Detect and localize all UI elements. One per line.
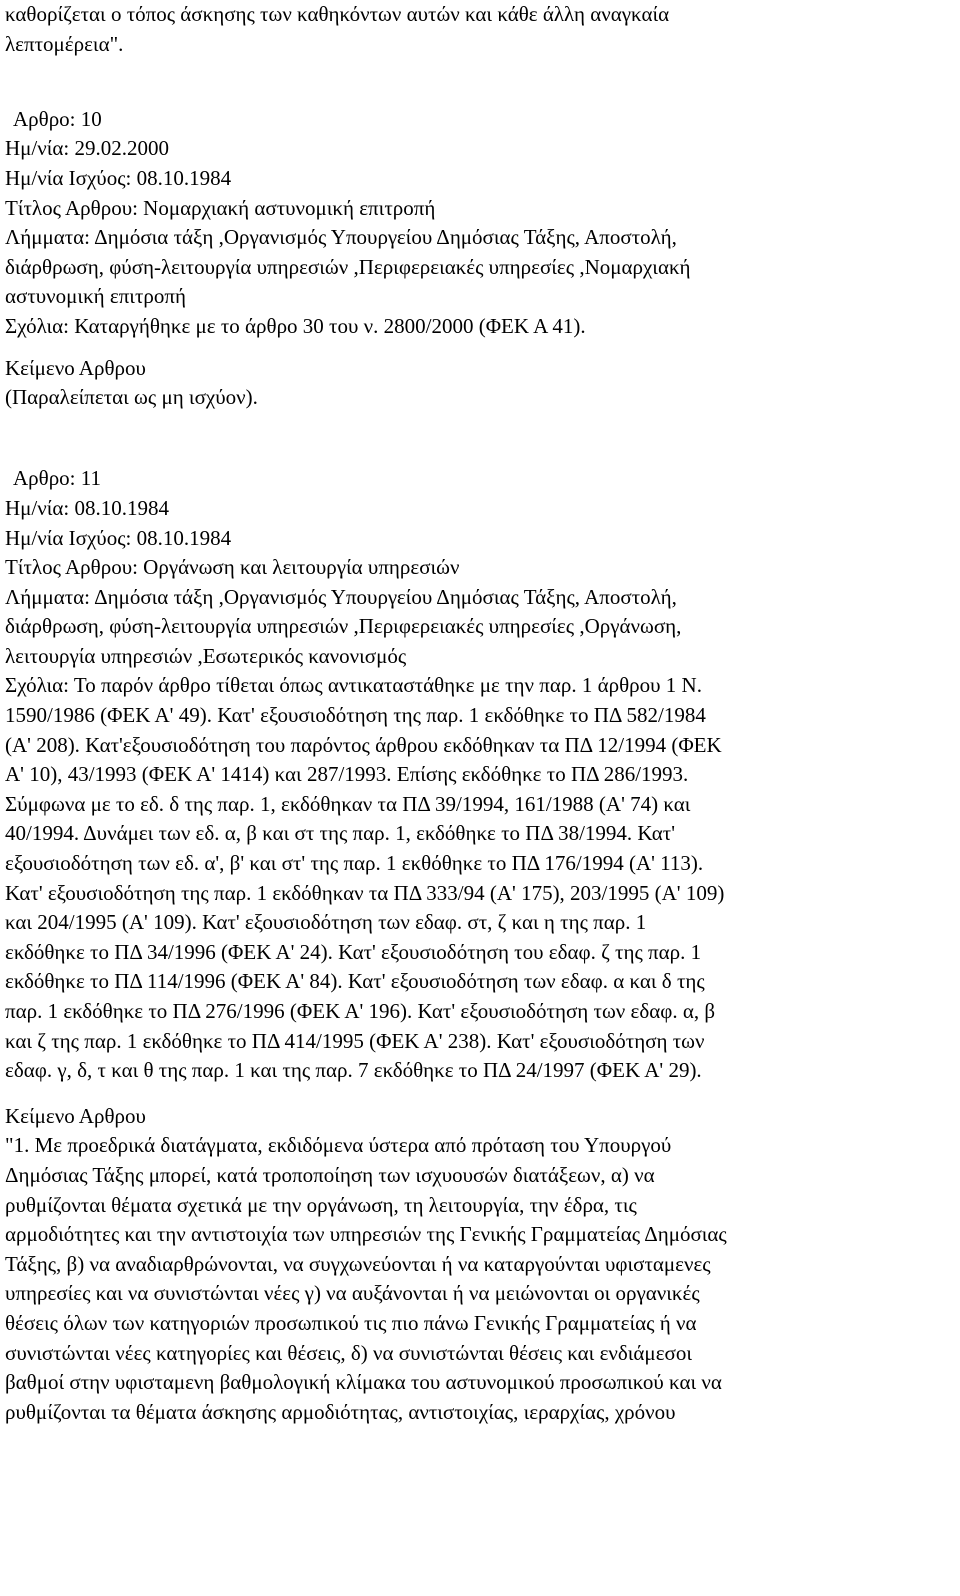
article-text-line: βαθμοί στην υφισταμενη βαθμολογική κλίμακα του αστυνομικού προσωπικού και να xyxy=(5,1370,722,1395)
article-text-line: (Παραλείπεται ως μη ισχύον). xyxy=(5,385,258,410)
spacer xyxy=(5,413,945,443)
article-keywords-line: λειτουργία υπηρεσιών ,Εσωτερικός κανονισμός xyxy=(5,643,407,668)
article-keywords-line: διάρθρωση, φύση-λειτουργία υπηρεσιών ,Περιφερειακές υπηρεσίες ,Νομαρχιακή xyxy=(5,254,691,279)
article-comments-line: εκδόθηκε το ΠΔ 114/1996 (ΦΕΚ Α' 84). Κατ' εξουσιοδότηση των εδαφ. α και δ της xyxy=(5,969,705,994)
article-comments-line: 1590/1986 (ΦΕΚ Α' 49). Κατ' εξουσιοδότηση της παρ. 1 εκδόθηκε το ΠΔ 582/1984 xyxy=(5,703,706,728)
article-comments-line: 40/1994. Δυνάμει των εδ. α, β και στ της παρ. 1, εκδόθηκε το ΠΔ 38/1994. Κατ' xyxy=(5,821,676,846)
article-keywords-line: Λήμματα: Δημόσια τάξη ,Οργανισμός Υπουργείου Δημόσιας Τάξης, Αποστολή, xyxy=(5,584,677,609)
article-text-heading: Κείμενο Αρθρου xyxy=(5,1103,146,1128)
article-title: Τίτλος Αρθρου: Οργάνωση και λειτουργία υπηρεσιών xyxy=(5,555,460,580)
article-comments-line: Α' 10), 43/1993 (ΦΕΚ Α' 1414) και 287/1993. Επίσης εκδόθηκε το ΠΔ 286/1993. xyxy=(5,762,689,787)
article-keywords-line: Λήμματα: Δημόσια τάξη ,Οργανισμός Υπουργείου Δημόσιας Τάξης, Αποστολή, xyxy=(5,225,677,250)
article-comments-line: εξουσιοδότηση των εδ. α', β' και στ' της παρ. 1 εκθόθηκε το ΠΔ 176/1994 (Α' 113). xyxy=(5,851,704,876)
article-block xyxy=(5,464,945,1427)
article-date: Ημ/νία: 08.10.1984 xyxy=(5,495,169,520)
article-text-line: αρμοδιότητες και την αντιστοιχία των υπηρεσιών της Γενικής Γραμματείας Δημόσιας xyxy=(5,1222,727,1247)
intro-line: λεπτομέρεια". xyxy=(5,31,124,56)
article-comments-line: (Α' 208). Κατ'εξουσιοδότηση του παρόντος άρθρου εκδόθηκαν τα ΠΔ 12/1994 (ΦΕΚ xyxy=(5,732,722,757)
article-date: Ημ/νία: 29.02.2000 xyxy=(5,136,169,161)
article-comments-line: εκδόθηκε το ΠΔ 34/1996 (ΦΕΚ Α' 24). Κατ' εξουσιοδότηση του εδαφ. ζ της παρ. 1 xyxy=(5,939,702,964)
spacer xyxy=(5,89,945,105)
article-number: Αρθρο: 11 xyxy=(13,466,101,491)
article-number: Αρθρο: 10 xyxy=(13,106,102,131)
article-text-line: θέσεις όλων των κατηγοριών προσωπικού τις πιο πάνω Γενικής Γραμματείας ή να xyxy=(5,1310,697,1335)
spacer xyxy=(5,59,945,89)
article-comments-line: εδαφ. γ, δ, τ και θ της παρ. 1 και της παρ. 7 εκδόθηκε το ΠΔ 24/1997 (ΦΕΚ Α' 29). xyxy=(5,1058,702,1083)
spacer xyxy=(5,442,945,464)
article-effective-date: Ημ/νία Ισχύος: 08.10.1984 xyxy=(5,165,232,190)
article-comments-line: Σύμφωνα με το εδ. δ της παρ. 1, εκδόθηκαν τα ΠΔ 39/1994, 161/1988 (Α' 74) και xyxy=(5,791,691,816)
article-keywords-line: αστυνομική επιτροπή xyxy=(5,284,186,309)
article-comments-line: παρ. 1 εκδόθηκε το ΠΔ 276/1996 (ΦΕΚ Α' 196). Κατ' εξουσιοδότηση των εδαφ. α, β xyxy=(5,999,716,1023)
spacer xyxy=(5,342,945,354)
article-title: Τίτλος Αρθρου: Νομαρχιακή αστυνομική επιτροπή xyxy=(5,195,436,220)
article-text-line: Δημόσιας Τάξης μπορεί, κατά τροποποίηση των ισχυουσών διατάξεων, α) να xyxy=(5,1162,655,1187)
article-comments-line: και 204/1995 (Α' 109). Κατ' εξουσιοδότηση των εδαφ. στ, ζ και η της παρ. 1 xyxy=(5,910,647,935)
article-comments-line: Σχόλια: Το παρόν άρθρο τίθεται όπως αντικαταστάθηκε με την παρ. 1 άρθρου 1 Ν. xyxy=(5,673,702,698)
article-keywords-line: διάρθρωση, φύση-λειτουργία υπηρεσιών ,Περιφερειακές υπηρεσίες ,Οργάνωση, xyxy=(5,614,682,639)
article-comments-line: και ζ της παρ. 1 εκδόθηκε το ΠΔ 414/1995 (ΦΕΚ Α' 238). Κατ' εξουσιοδότηση των xyxy=(5,1028,705,1053)
intro-line: καθορίζεται ο τόπος άσκησης των καθηκόντων αυτών και κάθε άλλη αναγκαία xyxy=(5,2,670,26)
article-comments-line: Σχόλια: Καταργήθηκε με το άρθρο 30 του ν. 2800/2000 (ΦΕΚ Α 41). xyxy=(5,313,586,338)
article-text-line: συνιστώνται νέες κατηγορίες και θέσεις, δ) να συνιστώνται θέσεις και ενδιάμεσοι xyxy=(5,1340,692,1365)
article-text-line: "1. Με προεδρικά διατάγματα, εκδιδόμενα ύστερα από πρόταση του Υπουργού xyxy=(5,1133,672,1158)
article-text-line: υπηρεσίες και να συνιστώνται νέες γ) να αυξάνονται ή να μειώνονται οι οργανικές xyxy=(5,1281,700,1306)
article-block xyxy=(5,105,945,413)
article-text-line: ρυθμίζονται τα θέματα άσκησης αρμοδιότητας, αντιστοιχίας, ιεραρχίας, χρόνου xyxy=(5,1399,676,1424)
article-text-line: Τάξης, β) να αναδιαρθρώνονται, να συγχωνεύονται ή να καταργούνται υφισταμενες xyxy=(5,1251,711,1276)
article-effective-date: Ημ/νία Ισχύος: 08.10.1984 xyxy=(5,525,232,550)
intro-text xyxy=(5,0,945,59)
spacer xyxy=(5,1086,945,1102)
article-comments-line: Κατ' εξουσιοδότηση της παρ. 1 εκδόθηκαν τα ΠΔ 333/94 (Α' 175), 203/1995 (Α' 109) xyxy=(5,880,725,905)
document-page xyxy=(5,0,945,1427)
article-text-heading: Κείμενο Αρθρου xyxy=(5,355,146,380)
article-text-line: ρυθμίζονται θέματα σχετικά με την οργάνωση, τη λειτουργία, την έδρα, τις xyxy=(5,1192,637,1217)
